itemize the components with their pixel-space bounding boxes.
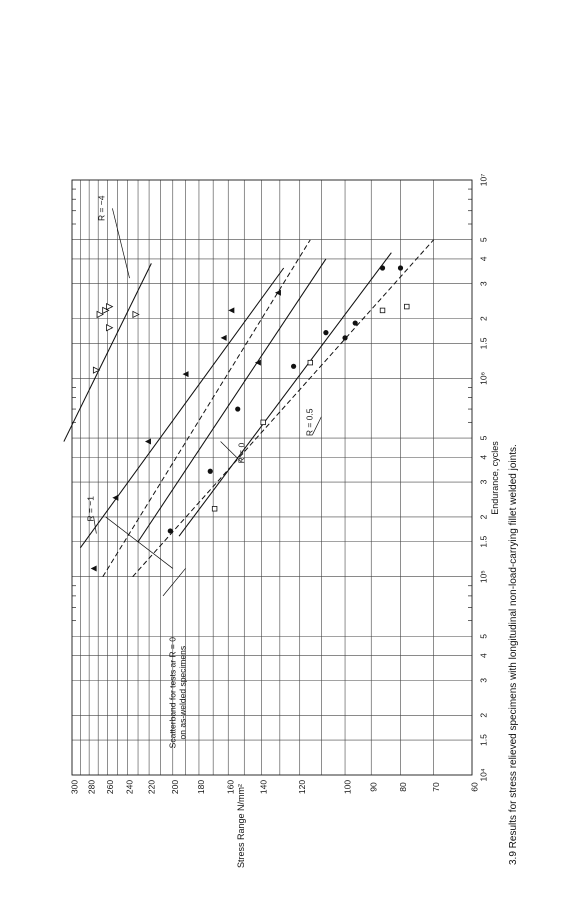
annotation-label: R = 0 [236, 442, 247, 464]
fit-lines [64, 240, 434, 577]
annotation-leader [163, 568, 185, 595]
annotation-label: on as-welded specimens [177, 645, 188, 740]
x-tick-label: 1.5 [478, 734, 489, 746]
x-tick-label: 2 [478, 316, 489, 321]
x-tick-label: 4 [478, 256, 489, 262]
x-tick-label: 2 [478, 712, 489, 718]
annotation-label: R = −1 [85, 495, 96, 522]
point-rm1 [91, 565, 97, 571]
x-tick-label: 3 [478, 479, 489, 485]
point-r0 [323, 330, 328, 335]
x-tick-label: 4 [478, 653, 489, 658]
x-tick-label: 10⁵ [478, 570, 489, 584]
point-rm4 [97, 311, 103, 317]
point-rm4 [106, 304, 112, 310]
y-tick-label: 220 [146, 779, 157, 795]
x-tick-label: 5 [478, 435, 489, 441]
y-tick-label: 200 [170, 779, 181, 795]
x-axis-title: Endurance, cycles [490, 441, 500, 515]
point-r0 [353, 320, 358, 325]
y-tick-label: 180 [196, 779, 207, 795]
point-r0 [342, 335, 347, 340]
y-tick-label: 280 [86, 779, 97, 795]
x-tick-label: 10⁴ [478, 768, 489, 782]
x-tick-label: 10⁶ [478, 371, 489, 385]
y-tick-label: 260 [104, 779, 115, 795]
annotation-label: Scatterband for tests ar R = 0 [167, 637, 178, 749]
point-rm1 [145, 439, 151, 445]
y-axis-title: Stress Range N/mm² [236, 783, 246, 869]
point-r0 [168, 528, 173, 533]
x-tick-label: 3 [478, 281, 489, 287]
y-tick-label: 240 [124, 779, 135, 795]
x-tick-label: 1.5 [478, 535, 489, 548]
y-tick-label: 80 [397, 782, 408, 792]
point-r0 [380, 265, 385, 270]
y-tick-label: 120 [296, 779, 307, 795]
point-r05 [308, 360, 313, 365]
line-r-0-5 [179, 253, 391, 536]
y-tick-label: 60 [469, 782, 480, 792]
point-r0 [235, 406, 240, 411]
point-r0 [398, 265, 403, 270]
annotation-label: R = 0.5 [304, 408, 315, 437]
annotation-label: R = −4 [96, 195, 107, 222]
data-points [91, 265, 409, 571]
point-rm1 [221, 335, 227, 341]
point-r05 [404, 304, 409, 309]
x-tick-label: 2 [478, 514, 489, 520]
point-r05 [380, 308, 385, 313]
point-r0 [291, 364, 296, 369]
point-r05 [261, 420, 266, 425]
x-tick-label: 1.5 [478, 337, 489, 350]
line-scatterband-lower [133, 240, 434, 577]
point-rm1 [228, 307, 234, 313]
line-r-0 [138, 259, 326, 542]
chart-caption: 3.9 Results for stress relieved specimens with longitudinal non-load-carrying fillet welded joints. [508, 444, 519, 865]
x-tick-label: 3 [478, 678, 489, 683]
x-tick-label: 5 [478, 237, 489, 243]
annotation-leader [112, 208, 129, 278]
y-tick-label: 300 [69, 779, 80, 795]
annotations [86, 195, 322, 748]
point-r05 [212, 506, 217, 511]
y-tick-label: 100 [342, 779, 353, 795]
y-tick-label: 70 [430, 782, 441, 792]
y-tick-label: 160 [225, 779, 236, 795]
y-tick-label: 90 [368, 782, 379, 792]
line-r-1 [80, 268, 283, 548]
point-rm4 [106, 325, 112, 331]
x-tick-label: 5 [478, 634, 489, 639]
ticks [69, 174, 488, 794]
line-scatterband-upper [103, 240, 310, 577]
x-tick-label: 10⁷ [478, 173, 489, 187]
x-tick-label: 4 [478, 454, 489, 460]
y-tick-label: 140 [258, 779, 269, 795]
annotation-leader [106, 517, 173, 568]
point-r0 [208, 469, 213, 474]
